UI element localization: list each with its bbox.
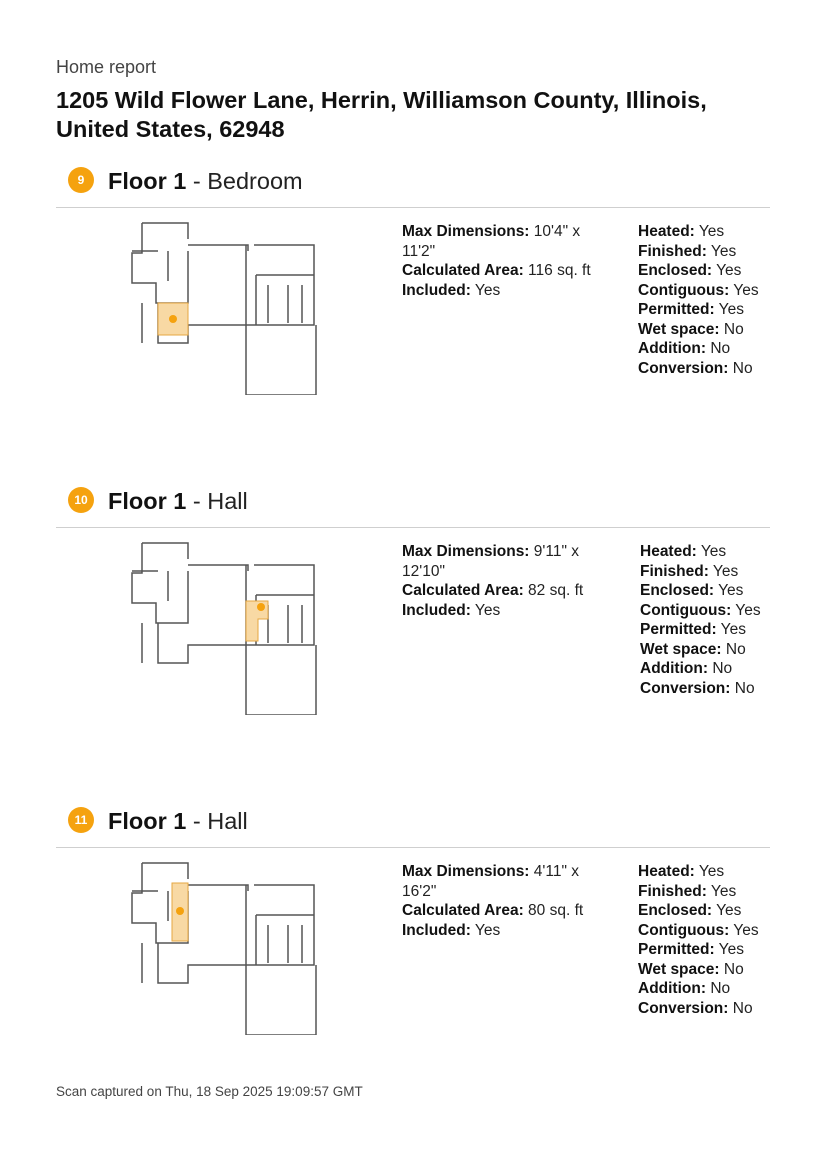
property-value: Yes (716, 621, 746, 638)
property-value: Yes (694, 223, 725, 240)
property-value: Yes (712, 262, 742, 279)
property-row (638, 862, 788, 882)
property-value: No (721, 640, 746, 658)
property-row (638, 339, 788, 359)
property-row (638, 901, 788, 921)
room-marker (169, 315, 177, 323)
attributes-list (640, 542, 790, 698)
property-label: Wet space: (640, 640, 722, 658)
property-label: Enclosed: (638, 902, 713, 919)
property-value: No (728, 359, 753, 377)
floor-plan-thumbnail (128, 855, 318, 1035)
room-number-badge: 11 (68, 807, 94, 833)
property-row (640, 640, 790, 660)
property-label: Heated: (638, 223, 695, 240)
property-row (402, 542, 612, 581)
attributes-list (638, 222, 788, 378)
property-label: Finished: (640, 562, 709, 580)
scan-timestamp: Scan captured on Thu, 18 Sep 2025 19:09:57 GMT (56, 1084, 363, 1099)
room-name: Hall (207, 808, 248, 834)
property-value: Yes (714, 301, 744, 318)
property-label: Max Dimensions: (402, 223, 530, 240)
property-value: 10'4" x 11'2" (402, 223, 581, 260)
title-separator: - (186, 808, 208, 834)
floor-label: Floor 1 (108, 168, 187, 194)
property-row (402, 222, 612, 261)
property-value: No (719, 320, 744, 338)
floor-plan-thumbnail (128, 535, 318, 715)
property-label: Permitted: (640, 621, 717, 638)
property-label: Wet space: (638, 320, 720, 338)
property-label: Contiguous: (640, 601, 732, 619)
property-label: Addition: (638, 340, 707, 357)
property-value: Yes (696, 543, 727, 560)
property-row (640, 601, 790, 621)
property-label: Included: (402, 601, 471, 619)
property-row (638, 960, 788, 980)
property-row (402, 862, 612, 901)
section-divider (56, 847, 770, 848)
property-value: No (706, 340, 731, 357)
property-value: Yes (714, 941, 744, 958)
property-label: Permitted: (638, 301, 715, 318)
property-value: 80 sq. ft (523, 902, 584, 919)
property-label: Addition: (640, 660, 709, 677)
property-row (402, 901, 612, 921)
room-name: Hall (207, 488, 248, 514)
room-name: Bedroom (207, 168, 303, 194)
property-row (638, 999, 788, 1019)
property-label: Addition: (638, 980, 707, 997)
property-value: 9'11" x 12'10" (402, 543, 580, 580)
property-label: Max Dimensions: (402, 543, 530, 560)
property-label: Conversion: (638, 999, 729, 1017)
floor-label: Floor 1 (108, 808, 187, 834)
property-row (402, 601, 612, 621)
property-row (638, 300, 788, 320)
property-row (638, 281, 788, 301)
property-row (638, 261, 788, 281)
room-number-badge: 10 (68, 487, 94, 513)
property-value: No (708, 660, 733, 677)
section-title (108, 807, 248, 835)
section-divider (56, 527, 770, 528)
property-row (640, 659, 790, 679)
property-value: Yes (694, 863, 725, 880)
title-separator: - (186, 168, 208, 194)
room-marker (176, 907, 184, 915)
property-row (638, 320, 788, 340)
property-label: Finished: (638, 882, 707, 900)
property-row (640, 620, 790, 640)
property-row (638, 882, 788, 902)
property-label: Heated: (638, 863, 695, 880)
room-marker (257, 603, 265, 611)
room-section (0, 487, 825, 787)
section-title (108, 167, 303, 195)
property-row (638, 222, 788, 242)
property-value: Yes (714, 582, 744, 599)
property-label: Permitted: (638, 941, 715, 958)
floor-plan-thumbnail (128, 215, 318, 395)
property-row (402, 281, 612, 301)
report-eyebrow: Home report (56, 57, 157, 77)
property-row (402, 261, 612, 281)
report-address: 1205 Wild Flower Lane, Herrin, Williamson County, Illinois, United States, 62948 (56, 87, 707, 142)
property-label: Heated: (640, 543, 697, 560)
property-label: Max Dimensions: (402, 863, 530, 880)
property-value: Yes (729, 281, 759, 299)
property-label: Calculated Area: (402, 262, 524, 279)
section-title (108, 487, 248, 515)
property-value: 82 sq. ft (523, 582, 584, 599)
property-value: No (728, 999, 753, 1017)
property-label: Calculated Area: (402, 902, 524, 919)
property-value: 116 sq. ft (523, 262, 591, 279)
property-row (640, 542, 790, 562)
property-value: Yes (712, 902, 742, 919)
property-label: Wet space: (638, 960, 720, 978)
property-value: Yes (708, 562, 739, 580)
property-row (402, 921, 612, 941)
property-label: Calculated Area: (402, 582, 524, 599)
property-label: Finished: (638, 242, 707, 260)
property-label: Conversion: (640, 679, 731, 697)
property-label: Conversion: (638, 359, 729, 377)
attributes-list (638, 862, 788, 1018)
property-row (638, 359, 788, 379)
property-label: Enclosed: (638, 262, 713, 279)
property-row (640, 679, 790, 699)
property-row (640, 581, 790, 601)
title-separator: - (186, 488, 208, 514)
property-value: No (730, 679, 755, 697)
property-value: Yes (731, 601, 761, 619)
property-value: 4'11" x 16'2" (402, 863, 580, 900)
property-label: Included: (402, 281, 471, 299)
property-label: Contiguous: (638, 281, 730, 299)
property-row (638, 979, 788, 999)
property-label: Enclosed: (640, 582, 715, 599)
property-value: Yes (470, 281, 501, 299)
dimensions-list (402, 222, 612, 300)
property-row (638, 940, 788, 960)
floor-label: Floor 1 (108, 488, 187, 514)
property-value: No (719, 960, 744, 978)
property-row (638, 242, 788, 262)
property-value: Yes (706, 242, 737, 260)
property-label: Included: (402, 921, 471, 939)
property-row (402, 581, 612, 601)
property-value: Yes (470, 601, 501, 619)
property-value: No (706, 980, 731, 997)
property-row (638, 921, 788, 941)
property-label: Contiguous: (638, 921, 730, 939)
dimensions-list (402, 542, 612, 620)
property-value: Yes (706, 882, 737, 900)
room-section (0, 167, 825, 467)
property-value: Yes (729, 921, 759, 939)
property-value: Yes (470, 921, 501, 939)
room-number-badge: 9 (68, 167, 94, 193)
section-divider (56, 207, 770, 208)
room-section (0, 807, 825, 1107)
property-row (640, 562, 790, 582)
dimensions-list (402, 862, 612, 940)
